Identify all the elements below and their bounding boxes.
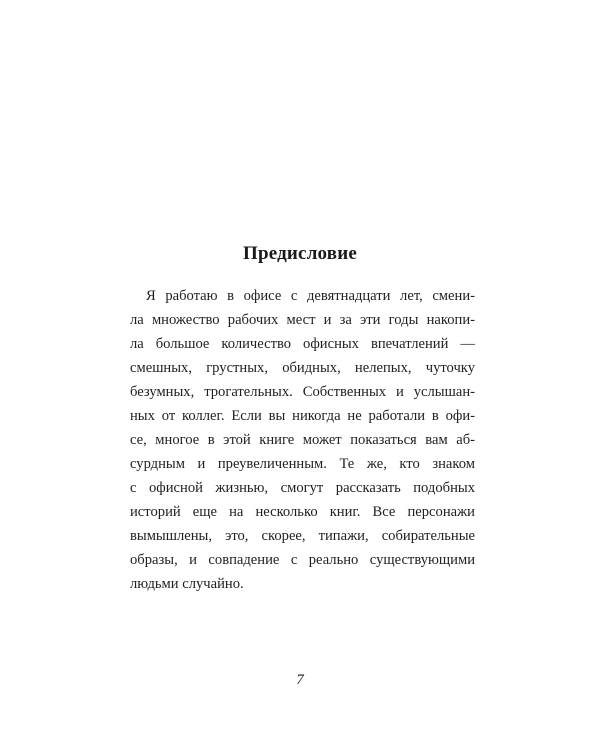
body-paragraph: [130, 284, 475, 596]
chapter-title: Предисловие: [242, 243, 358, 264]
text-line: историй еще на несколько книг. Все персонажи: [130, 504, 475, 520]
text-line: ла множество рабочих мест и за эти годы накопи-: [130, 312, 475, 328]
text-line: вымышлены, это, скорее, типажи, собирательные: [130, 528, 475, 544]
text-line: се, многое в этой книге может показаться вам аб-: [130, 432, 475, 448]
page-number: 7: [296, 672, 304, 688]
text-line: ных от коллег. Если вы никогда не работали в офи-: [130, 408, 475, 424]
text-line: Я работаю в офисе с девятнадцати лет, смени-: [146, 288, 475, 304]
text-line: людьми случайно.: [130, 576, 244, 592]
text-line: ла большое количество офисных впечатлений —: [130, 336, 475, 352]
text-line: безумных, трогательных. Собственных и услышан-: [130, 384, 475, 400]
text-line: образы, и совпадение с реально существующими: [130, 552, 475, 568]
text-line: смешных, грустных, обидных, нелепых, чуточку: [130, 360, 475, 376]
text-line: с офисной жизнью, смогут рассказать подобных: [130, 480, 475, 496]
text-line: сурдным и преувеличенным. Те же, кто знаком: [130, 456, 475, 472]
